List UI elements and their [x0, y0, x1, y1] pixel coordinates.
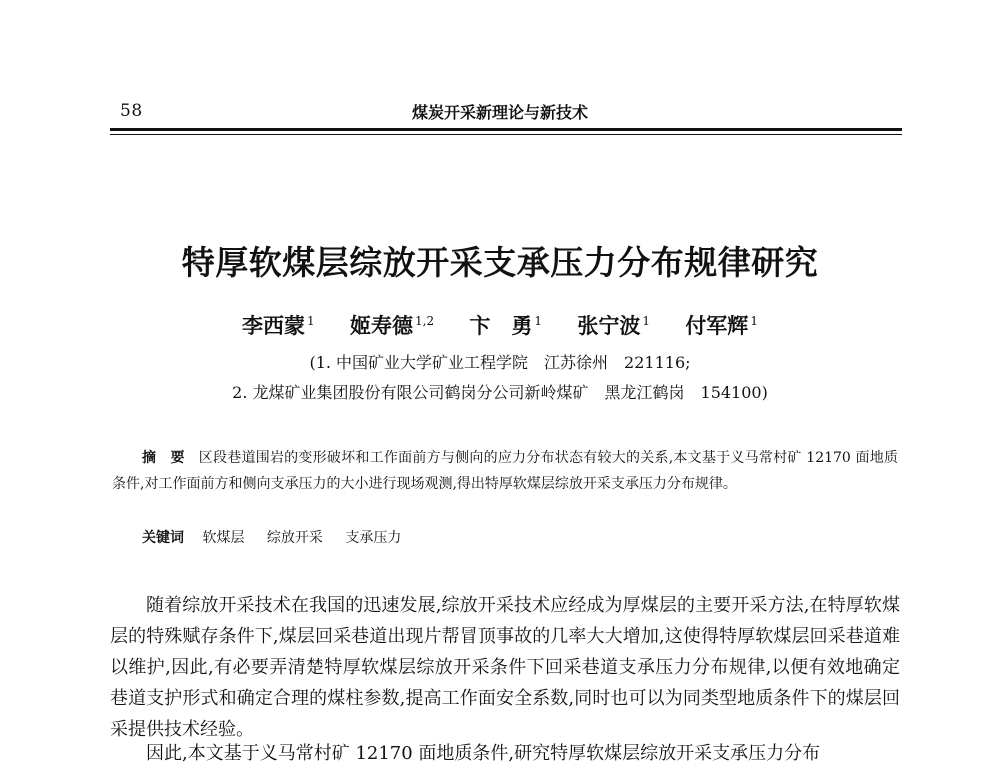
keyword: 支承压力: [345, 530, 402, 546]
body-cut-line: 因此,本文基于义马常村矿 12170 面地质条件,研究特厚软煤层综放开采支承压力分布: [146, 743, 821, 764]
header-rule-thin: [110, 134, 902, 135]
paper-title: 特厚软煤层综放开采支承压力分布规律研究: [181, 243, 819, 282]
keyword: 软煤层: [202, 530, 245, 546]
running-header: 煤炭开采新理论与新技术: [411, 103, 588, 122]
author: 张宁波 $^1$: [577, 313, 650, 338]
author: 姬寿德 $^{1,2}$: [350, 313, 435, 338]
keywords: [142, 527, 419, 547]
abstract: [112, 445, 898, 497]
keyword: 综放开采: [266, 530, 323, 546]
affiliation-1: (1. 中国矿业大学矿业工程学院 江苏徐州 221116;: [309, 353, 691, 372]
header-rule-thick: [110, 128, 902, 131]
affiliation-2: 2. 龙煤矿业集团股份有限公司鹤岗分公司新岭煤矿 黑龙江鹤岗 154100): [232, 383, 768, 402]
abstract-text: 区段巷道围岩的变形破坏和工作面前方与侧向的应力分布状态有较大的关系,本文基于义马常村矿 12170 面地质条件,对工作面前方和侧向支承压力的大小进行现场观测,得出特厚软煤层综放开采支承压力分布规律。: [112, 450, 899, 492]
keywords-label: 关键词: [142, 530, 184, 546]
author: 卞 勇 $^1$: [469, 313, 543, 338]
author: 李西蒙 $^1$: [242, 313, 315, 338]
body-paragraph: 随着综放开采技术在我国的迅速发展,综放开采技术应经成为厚煤层的主要开采方法,在特厚软煤层的特殊赋存条件下,煤层回采巷道出现片帮冒顶事故的几率大大增加,这使得特厚软煤层回采巷道难以维护,因此,有必要弄清楚特厚软煤层综放开采条件下回采巷道支承压力分布规律,以便有效地确定巷道支护形式和确定合理的煤柱参数,提高工作面安全系数,同时也可以为同类型地质条件下的煤层回采提供技术经验。: [110, 595, 900, 740]
page-number: 58: [120, 101, 143, 121]
body-text: [110, 590, 900, 745]
author-list: [0, 310, 1000, 340]
abstract-label: 摘 要: [142, 450, 185, 466]
author: 付军辉 $^1$: [685, 313, 758, 338]
